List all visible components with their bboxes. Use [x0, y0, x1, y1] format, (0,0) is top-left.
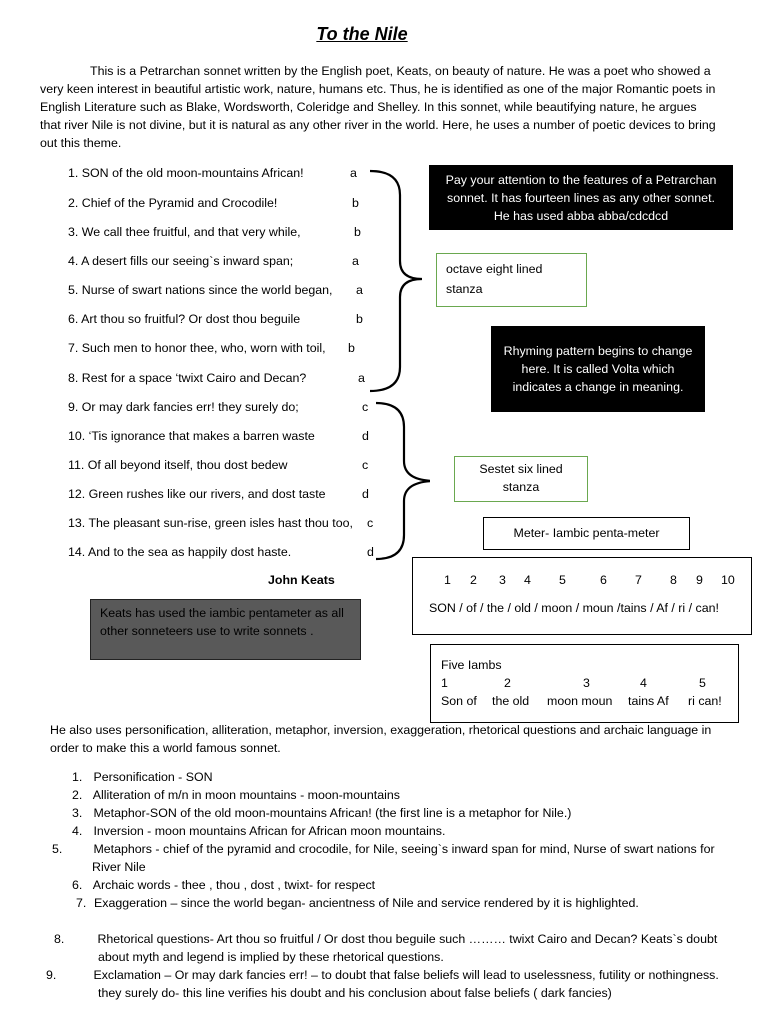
poem-line: 13. The pleasant sun-rise, green isles hast thou too,	[68, 516, 353, 530]
iamb-number: 2	[504, 676, 511, 690]
iamb-number: 5	[699, 676, 706, 690]
list-item	[72, 786, 722, 804]
sestet-brace	[376, 403, 430, 559]
list-text: Archaic words - thee , thou , dost , twixt- for respect	[92, 878, 376, 892]
syllable-line: SON / of / the / old / moon / moun /tains / Af / ri / can!	[429, 601, 719, 615]
petrarchan-note: Pay your attention to the features of a Petrarchan sonnet. It has fourteen lines as any other sonnet. He has used abba abba/cdcdcd	[429, 165, 733, 230]
list-number: 9.	[46, 968, 57, 982]
iamb-number: 4	[640, 676, 647, 690]
list-number: 7.	[76, 896, 87, 910]
list-item	[72, 822, 722, 840]
iamb-word: the old	[492, 694, 530, 708]
syllable-number: 1	[444, 573, 451, 587]
devices-intro: He also uses personification, alliteration, metaphor, inversion, exaggeration, rhetorical questions and archaic language in order to make this a world famous sonnet.	[50, 723, 712, 755]
rhyme-letter: d	[362, 429, 369, 443]
list-item	[52, 840, 722, 876]
poem-line: 7. Such men to honor thee, who, worn with toil,	[68, 341, 326, 355]
poem-line: 1. SON of the old moon-mountains African!	[68, 166, 304, 180]
list-number: 1.	[72, 770, 83, 784]
intro-paragraph: This is a Petrarchan sonnet written by the English poet, Keats, on beauty of nature. He was a poet who showed a very keen interest in beautiful artistic work, nature, humans etc. Thus, he is identified as one of the major Romantic poets in English Literature such as Blake, Wordsworth, Coleridge and Shelley. In this sonnet, while beautifying nature, he argues that river Nile is not divine, but it is natural as any other river in the world. Here, he uses a number of poetic devices to bring out this theme.	[40, 64, 716, 150]
rhyme-letter: c	[362, 400, 369, 414]
meter-note: Meter- Iambic penta-meter	[483, 517, 690, 550]
syllable-number: 3	[499, 573, 506, 587]
list-text: Exclamation – Or may dark fancies err! – to doubt that false beliefs will lead to uselessness, futility or nothingness. they surely do- this line verifies his doubt and his conclusion about false beliefs ( dark fancies)	[93, 968, 719, 1000]
iamb-word: ri can!	[688, 694, 722, 708]
rhyme-letter: d	[362, 487, 369, 501]
sestet-note: Sestet six lined stanza	[454, 456, 588, 502]
poem-line: 8. Rest for a space ‘twixt Cairo and Decan?	[68, 371, 307, 385]
rhyme-letter: a	[358, 371, 365, 385]
iamb-word: moon moun	[547, 694, 613, 708]
page-title: To the Nile	[316, 24, 408, 44]
author-name: John Keats	[268, 573, 335, 587]
syllable-number: 5	[559, 573, 566, 587]
poem-line: 2. Chief of the Pyramid and Crocodile!	[68, 196, 278, 210]
iambs-title: Five Iambs	[441, 658, 502, 672]
list-number: 4.	[72, 824, 83, 838]
list-text: Metaphor-SON of the old moon-mountains African! (the first line is a metaphor for Nile.)	[93, 806, 572, 820]
list-text: Metaphors - chief of the pyramid and crocodile, for Nile, seeing`s inward span for mind, Nurse of swart nations for River Nile	[92, 842, 715, 874]
syllable-number: 9	[696, 573, 703, 587]
list-number: 6.	[72, 878, 83, 892]
syllable-number: 10	[721, 573, 735, 587]
list-number: 2.	[72, 788, 83, 802]
poem-line: 6. Art thou so fruitful? Or dost thou beguile	[68, 312, 301, 326]
poem-line: 14. And to the sea as happily dost haste.	[68, 545, 292, 559]
rhyme-letter: a	[356, 283, 363, 297]
devices-list	[46, 768, 722, 1002]
list-number: 8.	[54, 932, 65, 946]
list-item	[76, 894, 722, 912]
octave-brace	[370, 171, 422, 391]
rhyme-letter: a	[352, 254, 359, 268]
syllable-number: 8	[670, 573, 677, 587]
poem-line: 5. Nurse of swart nations since the world began,	[68, 283, 333, 297]
rhyme-letter: d	[367, 545, 374, 559]
syllable-number: 7	[635, 573, 642, 587]
list-item	[46, 966, 722, 1002]
rhyme-letter: a	[350, 166, 357, 180]
list-item	[72, 804, 722, 822]
list-text: Exaggeration – since the world began- ancientness of Nile and service rendered by it is highlighted.	[94, 896, 639, 910]
iamb-number: 1	[441, 676, 448, 690]
list-text: Rhetorical questions- Art thou so fruitful / Or dost thou beguile such ……… twixt Cairo and Decan? Keats`s doubt about myth and legend is implied by these rhetorical questions.	[97, 932, 718, 964]
list-text: Alliteration of m/n in moon mountains - moon-mountains	[92, 788, 400, 802]
rhyme-letter: b	[354, 225, 361, 239]
iambs-box	[430, 644, 739, 723]
rhyme-letter: b	[356, 312, 363, 326]
brace-graphic	[360, 165, 430, 565]
syllable-number: 2	[470, 573, 477, 587]
poem-line: 12. Green rushes like our rivers, and dost taste	[68, 487, 326, 501]
poem-line: 3. We call thee fruitful, and that very while,	[68, 225, 301, 239]
syllable-number: 6	[600, 573, 607, 587]
volta-note: Rhyming pattern begins to change here. It is called Volta which indicates a change in meaning.	[491, 326, 705, 412]
list-text: Inversion - moon mountains African for African moon mountains.	[93, 824, 446, 838]
keats-iambic-note: Keats has used the iambic pentameter as all other sonneteers use to write sonnets .	[90, 599, 361, 660]
list-spacer	[72, 912, 722, 930]
list-item	[72, 876, 722, 894]
poem-line: 9. Or may dark fancies err! they surely do;	[68, 400, 299, 414]
iamb-number: 3	[583, 676, 590, 690]
poem-line: 11. Of all beyond itself, thou dost bedew	[68, 458, 288, 472]
iamb-word: tains Af	[628, 694, 669, 708]
rhyme-letter: c	[367, 516, 374, 530]
list-item	[54, 930, 722, 966]
rhyme-letter: b	[348, 341, 355, 355]
syllable-box	[412, 557, 752, 635]
list-item	[72, 768, 722, 786]
rhyme-letter: b	[352, 196, 359, 210]
list-number: 5.	[52, 842, 63, 856]
octave-note: octave eight lined stanza	[436, 253, 587, 307]
rhyme-letter: c	[362, 458, 369, 472]
poem-line: 4. A desert fills our seeing`s inward span;	[68, 254, 294, 268]
iamb-word: Son of	[441, 694, 477, 708]
poem-line: 10. ‘Tis ignorance that makes a barren waste	[68, 429, 315, 443]
list-text: Personification - SON	[93, 770, 213, 784]
syllable-number: 4	[524, 573, 531, 587]
list-number: 3.	[72, 806, 83, 820]
